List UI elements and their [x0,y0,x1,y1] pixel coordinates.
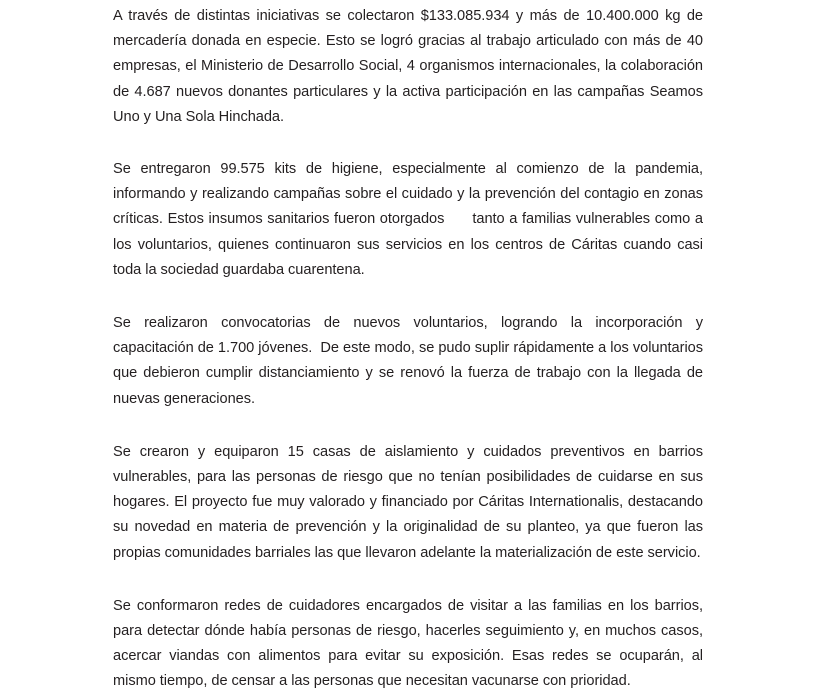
paragraph-redes-cuidadores: Se conformaron redes de cuidadores encargados de visitar a las familias en los barrios, para detectar dónde había personas de riesgo, hacerles seguimiento y, en muchos casos, acercar viandas con alimentos para evitar su exposición. Esas redes se ocuparán, al mismo tiempo, de censar a las personas que necesitan vacunarse con prioridad. [113,597,708,690]
paragraph-colecta-resultados: A través de distintas iniciativas se colectaron $133.085.934 y más de 10.400.000 kg de mercadería donada en especie. Esto se logró gracias al trabajo articulado con más de 40 empresas, el Ministerio de Desarrollo Social, 4 organismos internacionales, la colaboración de 4.687 nuevos donantes particulares y la activa participación en las campañas Seamos Uno y Una Sola Hinchada. [113,8,708,125]
paragraph-nuevos-voluntarios: Se realizaron convocatorias de nuevos voluntarios, logrando la incorporación y capacitación de 1.700 jóvenes. De este modo, se pudo suplir rápidamente a los voluntarios que debieron cumplir distanciamiento y se renovó la fuerza de trabajo con la llegada de nuevas generaciones. [113,315,708,407]
document-body [113,0,708,695]
paragraph-casas-aislamiento: Se crearon y equiparon 15 casas de aislamiento y cuidados preventivos en barrios vulnerables, para las personas de riesgo que no tenían posibilidades de cuidarse en sus hogares. El proyecto fue muy valorado y financiado por Cáritas Internationalis, destacando su novedad en materia de prevención y la originalidad de su planteo, ya que fueron las propias comunidades barriales las que llevaron adelante la materialización de este servicio. [113,443,708,561]
paragraph-kits-higiene: Se entregaron 99.575 kits de higiene, especialmente al comienzo de la pandemia, informando y realizando campañas sobre el cuidado y la prevención del contagio en zonas críticas. Estos insumos sanitarios fueron otorgados tanto a familias vulnerables como a los voluntarios, quienes continuaron sus servicios en los centros de Cáritas cuando casi toda la sociedad guardaba cuarentena. [113,161,708,278]
